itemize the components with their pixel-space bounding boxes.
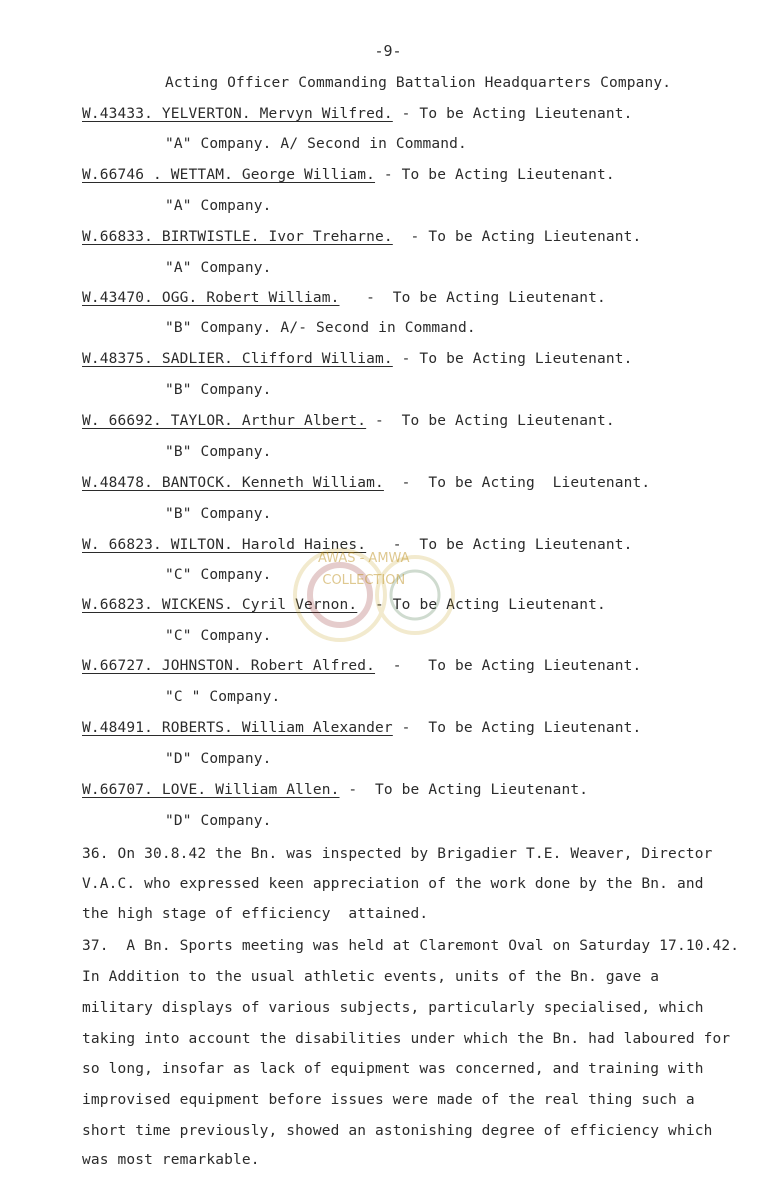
paragraph-37-line: taking into account the disabilities under which the Bn. had laboured for xyxy=(82,1031,731,1047)
appointment-ref: W.66727. JOHNSTON. Robert Alfred. xyxy=(82,658,376,674)
appointment-action: - To be Acting Lieutenant. xyxy=(392,229,642,245)
watermark-text: AWAS - AMWA COLLECTION xyxy=(318,551,410,588)
page-number: -9- xyxy=(374,42,402,60)
appointment-line xyxy=(82,720,641,736)
appointment-action: - To be Acting Lieutenant. xyxy=(357,597,606,613)
company-line: "A" Company. A/ Second in Command. xyxy=(165,136,467,152)
appointment-line xyxy=(82,106,633,122)
appointment-action: - To be Acting Lieutenant. xyxy=(339,782,589,798)
paragraph-36-line: V.A.C. who expressed keen appreciation of the work done by the Bn. and xyxy=(82,876,704,892)
appointment-ref: W.48491. ROBERTS. William Alexander xyxy=(82,720,393,736)
company-line: "B" Company. xyxy=(165,382,272,398)
heading-line: Acting Officer Commanding Battalion Headquarters Company. xyxy=(165,75,672,91)
appointment-action: - To be Acting Lieutenant. xyxy=(392,351,633,367)
appointment-action: - To be Acting Lieutenant. xyxy=(339,290,606,306)
appointment-line xyxy=(82,475,650,491)
appointment-action: - To be Acting Lieutenant. xyxy=(392,720,642,736)
company-line: "B" Company. xyxy=(165,444,272,460)
company-line: "B" Company. A/- Second in Command. xyxy=(165,320,476,336)
company-line: "D" Company. xyxy=(165,751,272,767)
paragraph-37-line: short time previously, showed an astonishing degree of efficiency which xyxy=(82,1123,713,1139)
company-line: "C " Company. xyxy=(165,689,281,705)
paragraph-37-line: 37. A Bn. Sports meeting was held at Claremont Oval on Saturday 17.10.42. xyxy=(82,938,740,954)
paragraph-37-line: improvised equipment before issues were made of the real thing such a xyxy=(82,1092,695,1108)
appointment-line xyxy=(82,290,606,306)
paragraph-37-line: so long, insofar as lack of equipment was concerned, and training with xyxy=(82,1061,704,1077)
appointment-ref: W.66823. WICKENS. Cyril Vernon. xyxy=(82,597,358,613)
company-line: "A" Company. xyxy=(165,260,272,276)
appointment-ref: W. 66692. TAYLOR. Arthur Albert. xyxy=(82,413,367,429)
appointment-line xyxy=(82,782,588,798)
company-line: "D" Company. xyxy=(165,813,272,829)
paragraph-37-line: military displays of various subjects, particularly specialised, which xyxy=(82,1000,704,1016)
appointment-line xyxy=(82,351,633,367)
company-line: "C" Company. xyxy=(165,567,272,583)
paragraph-36-line: 36. On 30.8.42 the Bn. was inspected by Brigadier T.E. Weaver, Director xyxy=(82,846,713,862)
company-line: "C" Company. xyxy=(165,628,272,644)
company-line: "A" Company. xyxy=(165,198,272,214)
appointment-action: - To be Acting Lieutenant. xyxy=(383,475,651,491)
appointment-action: - To be Acting Lieutenant. xyxy=(375,167,615,183)
appointment-ref: W.48375. SADLIER. Clifford William. xyxy=(82,351,393,367)
appointment-ref: W.66746 . WETTAM. George William. xyxy=(82,167,376,183)
paragraph-36-line: the high stage of efficiency attained. xyxy=(82,906,429,922)
appointment-line xyxy=(82,229,641,245)
paragraph-37-line: was most remarkable. xyxy=(82,1152,260,1168)
appointment-line xyxy=(82,658,641,674)
appointment-ref: W.43433. YELVERTON. Mervyn Wilfred. xyxy=(82,106,393,122)
appointment-line xyxy=(82,167,615,183)
appointment-ref: W.48478. BANTOCK. Kenneth William. xyxy=(82,475,384,491)
appointment-ref: W.66833. BIRTWISTLE. Ivor Treharne. xyxy=(82,229,393,245)
appointment-ref: W.66707. LOVE. William Allen. xyxy=(82,782,340,798)
appointment-line xyxy=(82,413,615,429)
appointment-ref: W. 66823. WILTON. Harold Haines. xyxy=(82,537,367,553)
appointment-action: - To be Acting Lieutenant. xyxy=(375,658,642,674)
company-line: "B" Company. xyxy=(165,506,272,522)
appointment-action: - To be Acting Lieutenant. xyxy=(366,413,615,429)
appointment-action: - To be Acting Lieutenant. xyxy=(392,106,633,122)
paragraph-37-line: In Addition to the usual athletic events, units of the Bn. gave a xyxy=(82,969,660,985)
appointment-ref: W.43470. OGG. Robert William. xyxy=(82,290,340,306)
appointment-action: - To be Acting Lieutenant. xyxy=(366,537,633,553)
